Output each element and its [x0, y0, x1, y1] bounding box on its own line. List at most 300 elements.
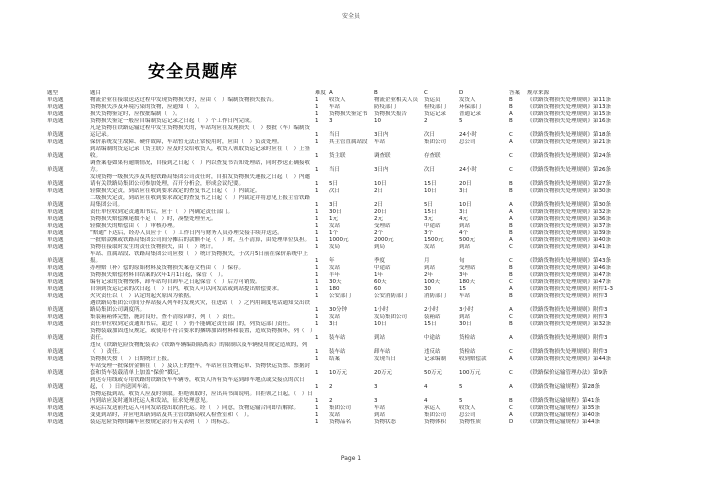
option-d-cell: 总公司	[459, 412, 476, 418]
option-c-cell: 集团公司	[424, 412, 447, 418]
regulation-source-cell: 《铁路货物损失处理规则》第37条	[527, 223, 611, 229]
question-text-cell: 变更到站时，并应电知新到站及其主管铁路局收入检查室和（ ）。	[90, 412, 253, 418]
page-title: 安全员题库	[148, 62, 238, 82]
answer-cell: A	[509, 111, 513, 117]
option-b-cell: 2元	[374, 216, 383, 222]
table-row	[47, 125, 700, 139]
difficulty-cell: 1	[315, 97, 319, 103]
difficulty-cell: 1	[315, 237, 319, 243]
option-b-cell: 货物状态	[374, 419, 397, 425]
option-b-cell: 季度	[374, 258, 386, 264]
question-type-cell: 单选题	[47, 244, 64, 250]
table-row	[47, 230, 700, 237]
answer-cell: A	[509, 286, 513, 292]
regulation-source-cell: 《铁路货物运输规程》第35条	[527, 405, 600, 411]
column-header-type: 题型	[47, 90, 59, 96]
option-b-cell: 受理站	[374, 223, 391, 229]
regulation-source-cell: 《铁路货物损失处理规则》第18条	[527, 132, 611, 138]
option-a-cell: 当日	[329, 132, 341, 138]
option-b-cell: 货物损失报告	[374, 111, 408, 117]
option-b-cell: 车站	[374, 405, 386, 411]
regulation-source-cell: 《铁路货物损失处理规则》第26条	[527, 167, 611, 173]
page-number: Page 1	[340, 455, 362, 462]
answer-cell: A	[509, 412, 513, 418]
difficulty-cell: 1	[315, 188, 319, 194]
question-text-cell: 轻微损失定责，到站应在收到要求裁定的查复书之日起（ ）内裁定。	[90, 188, 261, 194]
question-type-cell: 单选题	[47, 216, 64, 222]
question-text-cell: 办理赔（补）偿的原始材料及货物损失案卷文档由（ ）保存。	[90, 265, 245, 271]
regulation-source-cell: 《铁路货物损失处理规则》第30条	[527, 202, 611, 208]
table-row	[47, 111, 700, 118]
option-c-cell: 月	[424, 258, 430, 264]
option-b-cell: 1小时	[374, 307, 389, 313]
option-c-cell: 4	[424, 384, 428, 390]
option-b-cell: 到站	[374, 412, 386, 418]
option-c-cell: 承运人	[424, 405, 441, 411]
regulation-source-cell: 《铁路货物损失处理规则》第47条	[527, 279, 611, 285]
question-type-cell: 单选题	[47, 209, 64, 215]
question-text-cell: 遇铁路局集团公司间分界站接入列车时发现火灾，在进站（ ）之内用调度电话通知交出铁路局集团公司调度所。	[90, 300, 311, 313]
answer-cell: B	[509, 188, 513, 194]
regulation-source-cell: 《铁路货物损失处理规则》第46条	[527, 265, 611, 271]
difficulty-cell: 1	[315, 216, 319, 222]
question-type-cell: 单选题	[47, 167, 64, 173]
column-header-question: 题目	[90, 90, 102, 96]
table-row	[47, 412, 700, 419]
regulation-source-cell: 《铁路货物运输规程》第40条	[527, 412, 600, 418]
difficulty-cell: 1	[315, 181, 319, 187]
question-type-cell: 单选题	[47, 139, 64, 145]
option-c-cell: 30	[424, 286, 431, 292]
option-b-cell: 公安消防部门	[374, 293, 408, 299]
option-d-cell: 到站	[459, 244, 471, 250]
regulation-source-cell: 《铁路货物损失处理规则》第21条	[527, 139, 611, 145]
question-type-cell: 单选题	[47, 153, 64, 159]
question-type-cell: 单选题	[47, 181, 64, 187]
option-c-cell: 到站	[424, 265, 436, 271]
regulation-source-cell: 《铁路货物损失处理规则》附件3	[527, 349, 608, 355]
regulation-source-cell: 《铁路货物损失处理规则》附件3	[527, 293, 608, 299]
difficulty-cell: 1	[315, 405, 319, 411]
regulation-source-cell: 《铁路货物损失处理规则》第39条	[527, 230, 611, 236]
option-c-cell: 次日	[424, 167, 436, 173]
option-a-cell: 发局	[329, 244, 341, 250]
question-text-cell: 车站受理一批保价金额在（ ）及以上的整车，车站应在货物运单、货物快运货票、票据封套和货车装载清单上加盖“保价”戳记。	[90, 363, 311, 376]
answer-cell: C	[509, 314, 513, 320]
option-c-cell: 50万元	[424, 370, 442, 376]
column-header-b: B	[374, 90, 378, 96]
option-a-cell: 2	[329, 398, 333, 404]
option-a-cell: 1000元	[329, 237, 349, 243]
option-b-cell: 调查联	[374, 153, 391, 159]
answer-cell: C	[509, 153, 513, 159]
option-d-cell: 24小时	[459, 167, 477, 173]
regulation-source-cell: 《铁路货物损失处理规则》附件3	[527, 335, 608, 341]
option-d-cell: 受理站	[459, 265, 476, 271]
question-type-cell: 单选题	[47, 272, 64, 278]
option-c-cell: 货物体积	[424, 419, 447, 425]
difficulty-cell: 1	[315, 412, 319, 418]
option-b-cell: 60天	[374, 279, 387, 285]
answer-cell: B	[509, 223, 513, 229]
table-row	[47, 405, 700, 412]
question-text-cell: 车站、直属站段、铁路局集团公司应按（ ）统计货物损失，于次月5日前在保价系统中上报。	[90, 251, 309, 264]
question-text-cell: 集装箱箱体完整，施封良好，查不清原因时，列（ ）责任。	[90, 314, 239, 320]
option-c-cell: 2	[424, 118, 428, 124]
question-text-cell: 凡是货物在铁路运输过程中发生货物损失的，车站均应在发现损失（ ）按批（车）编制货运记录。	[90, 125, 311, 138]
table-row	[47, 97, 700, 104]
difficulty-cell: 1	[315, 370, 319, 376]
table-row	[47, 419, 700, 426]
difficulty-cell: 1	[315, 209, 319, 215]
question-type-cell: 单选题	[47, 321, 64, 327]
question-text-cell: 责任单位收到定责通知书后，超过（ ）仍不能确定责任部门的，列货运部门责任。	[90, 321, 294, 327]
option-b-cell: 2日	[374, 202, 383, 208]
option-d-cell: 到站	[459, 314, 471, 320]
option-a-cell: 结案	[329, 356, 341, 362]
table-row	[47, 174, 700, 188]
option-c-cell: 货运员	[424, 97, 441, 103]
option-d-cell: 旬	[459, 258, 465, 264]
question-text-cell: 货物损失鉴定一般应自编制货运记录之日起（ ）个工作日内完成。	[90, 118, 256, 124]
question-text-cell: 调查案卷如果有逾期情况，自接到之日起（ ）内以查复书告知处理站，同时抄送正确接收方。	[90, 160, 311, 173]
option-a-cell: 30日	[329, 209, 342, 215]
table-row	[47, 377, 700, 391]
option-d-cell: 收货人	[459, 405, 476, 411]
question-text-cell: 货物在接取时发生的责任货物损失，由（ ）统计。	[90, 244, 217, 250]
question-text-cell: 损失货物鉴定时，应按批编制（ ）。	[90, 111, 181, 117]
regulation-source-cell: 《铁路保价运输管理办法》第9条	[527, 370, 608, 376]
option-d-cell: 货检站	[459, 335, 476, 341]
question-text-cell: 轻微损失的赔偿由（ ）审核办理。	[90, 223, 179, 229]
regulation-source-cell: 《铁路货物损失处理规则》第43条	[527, 258, 611, 264]
option-d-cell: 4个	[459, 230, 468, 236]
option-a-cell: 发站	[329, 265, 341, 271]
question-type-cell: 单选题	[47, 356, 64, 362]
difficulty-cell: 1	[315, 356, 319, 362]
option-d-cell: 货检站	[459, 349, 476, 355]
difficulty-cell: 1	[315, 230, 319, 236]
question-text-cell: 货物装载加固违反规定，或使用不符合要求的捆绑加固材料和装置，造成货物损坏，列（ ）责任。	[90, 328, 313, 341]
table-row	[47, 216, 700, 223]
option-c-cell: 1500元	[424, 237, 444, 243]
option-c-cell: 集团公司	[424, 139, 447, 145]
regulation-source-cell: 《铁路货物运输规程》第28条	[527, 384, 600, 390]
answer-cell: C	[509, 405, 513, 411]
option-a-cell: 发站	[329, 412, 341, 418]
table-row	[47, 314, 700, 321]
question-type-cell: 单选题	[47, 405, 64, 411]
question-text-cell: 编有记录的货物残体，卸车站均自卸车之日起保管（ ）后方可销毁。	[90, 279, 261, 285]
answer-cell: A	[509, 384, 513, 390]
table-row	[47, 279, 700, 286]
question-text-cell: 承运后发送前托运人可向发站提出取消托运。经（ ）同意，货物运输合同即告解除。	[90, 405, 300, 411]
difficulty-cell: 1	[315, 104, 319, 110]
difficulty-cell: 1	[315, 398, 319, 404]
table-header-row	[47, 90, 700, 97]
option-c-cell: 记录编制	[424, 356, 447, 362]
option-c-cell: 15日	[424, 209, 437, 215]
document-header-text: 安全员	[341, 13, 360, 20]
difficulty-cell: 1	[315, 419, 319, 425]
option-c-cell: 发站	[424, 244, 436, 250]
question-text-cell: 货物损失赔偿材料自结案的次年1月1日起，保管（ ）。	[90, 272, 227, 278]
option-b-cell: 10日	[374, 181, 387, 187]
option-d-cell: 3日	[459, 209, 468, 215]
option-d-cell: 收到赔偿款	[459, 356, 487, 362]
answer-cell: A	[509, 202, 513, 208]
regulation-source-cell: 《铁路货物损失处理规则》附件1-3	[527, 286, 613, 292]
table-row	[47, 356, 700, 363]
column-header-source: 规章来源	[527, 90, 550, 96]
table-row	[47, 321, 700, 328]
option-d-cell: 发货人	[459, 97, 476, 103]
option-a-cell: 发站	[329, 314, 341, 320]
option-a-cell: 半年	[329, 272, 341, 278]
option-d-cell: 180天	[459, 279, 475, 285]
difficulty-cell: 1	[315, 314, 319, 320]
option-a-cell: 2	[329, 384, 333, 390]
option-d-cell: 4元	[459, 216, 468, 222]
table-row	[47, 265, 700, 272]
option-b-cell: 10日	[374, 321, 387, 327]
option-c-cell: 货运记录	[424, 111, 447, 117]
option-c-cell: 消防部门	[424, 293, 447, 299]
question-type-cell: 单选题	[47, 104, 64, 110]
answer-cell: A	[509, 335, 513, 341]
question-type-cell: 单选题	[47, 293, 64, 299]
option-a-cell: 1个	[329, 230, 338, 236]
question-type-cell: 单选题	[47, 237, 64, 243]
question-type-cell: 单选题	[47, 419, 64, 425]
question-bank-table	[47, 90, 700, 426]
option-c-cell: 中途站	[424, 335, 441, 341]
option-d-cell: 20日	[459, 181, 472, 187]
answer-cell: B	[509, 230, 513, 236]
option-d-cell	[459, 146, 509, 160]
option-c-cell: 违反站	[424, 349, 441, 355]
question-text-cell: 自领到货运记录的次日起（ ）日内，收货人可以向发站或到站提出赔偿要求。	[90, 286, 283, 292]
option-d-cell: 5	[459, 384, 463, 390]
option-b-cell: 车站	[374, 139, 386, 145]
option-a-cell: 180	[329, 286, 340, 292]
question-type-cell: 单选题	[47, 118, 64, 124]
option-a-cell: 收货人	[329, 97, 346, 103]
question-text-cell: “赔通”下达后，经办人员应于（ ）工作日内与财务人员办理交接手续并送达。	[90, 230, 283, 236]
option-d-cell: 普通记录	[459, 111, 482, 117]
question-type-cell: 单选题	[47, 202, 64, 208]
option-b-cell: 3日内	[374, 132, 389, 138]
difficulty-cell: 1	[315, 286, 319, 292]
difficulty-cell: 1	[315, 167, 319, 173]
option-a-cell: 3	[329, 118, 333, 124]
option-a-cell: 10万元	[329, 370, 347, 376]
answer-cell: B	[509, 321, 513, 327]
option-b-cell: 20日	[374, 209, 387, 215]
option-a-cell: 发站	[329, 223, 341, 229]
question-type-cell: 单选题	[47, 335, 64, 341]
column-header-d: D	[459, 90, 464, 96]
option-a-cell: 年	[329, 258, 335, 264]
difficulty-cell: 1	[315, 265, 319, 271]
option-c-cell: 检疫部门	[424, 104, 447, 110]
difficulty-cell: 1	[315, 132, 319, 138]
option-d-cell: 总公司	[459, 139, 476, 145]
option-c-cell: 5日	[424, 202, 433, 208]
answer-cell: C	[509, 258, 513, 264]
option-a-cell: 3日	[329, 321, 338, 327]
option-a-cell: 集团公司	[329, 405, 352, 411]
option-a-cell: 30天	[329, 279, 342, 285]
option-d-cell: 3小时	[459, 307, 474, 313]
question-text-cell: 装运危险货物的罐车应按规定涂打有关表明（ ）的标志。	[90, 419, 234, 425]
difficulty-cell: 1	[315, 118, 319, 124]
question-text-cell: 货物运抵到站，收货人应及时领取。拒绝领取时，应出具书面说明。自拒领之日起，（ ）日内到站应及时通知托运人和发站，征求处理意见。	[90, 391, 313, 404]
table-row	[47, 237, 700, 244]
question-type-cell: 单选题	[47, 132, 64, 138]
question-text-cell: 发现货物一级损失涉及其他铁路局集团公司责任时，自拍发货物损失速报之日起（ ）内邀请有关铁路局集团公司参加处理，召开分析会，形成会议纪要。	[90, 174, 311, 187]
question-text-cell: 违反《铁路危险货物配装表》《铁路车辆编组隔离表》的限制以及车辆使用规定造成的，列（ ）责任。	[90, 342, 308, 355]
question-text-cell: 到达专用线或专用铁路的铁路货车车辆等，收货人所有货车运到卸车地点或交接点的次日起，（ ）日内送回车站。	[90, 377, 305, 390]
answer-cell: B	[509, 293, 513, 299]
option-a-cell: 5日	[329, 181, 338, 187]
table-header	[47, 90, 700, 97]
question-text-cell: 火灾责任以（ ）认定的起火原因为依据。	[90, 293, 195, 299]
answer-cell: A	[509, 209, 513, 215]
option-b-cell: 到站	[374, 335, 386, 341]
difficulty-cell: 1	[315, 202, 319, 208]
regulation-source-cell: 《铁路货物损失处理规则》第41条	[527, 244, 611, 250]
table-row	[47, 195, 700, 209]
regulation-source-cell: 《铁路货物损失处理规则》第32条	[527, 209, 611, 215]
option-b-cell: 到局	[374, 244, 386, 250]
option-c-cell: 10日	[424, 188, 437, 194]
regulation-source-cell: 《铁路货物损失处理规则》第27条	[527, 181, 611, 187]
option-b-cell: 中途站	[374, 265, 391, 271]
option-c-cell: 存查联	[424, 153, 441, 159]
difficulty-cell: 1	[315, 272, 319, 278]
difficulty-cell: 1	[315, 244, 319, 250]
column-header-a: A	[329, 90, 333, 96]
answer-cell: B	[509, 265, 513, 271]
option-b-cell: 60	[374, 286, 381, 292]
option-d-cell: 3日	[459, 188, 468, 194]
answer-cell: B	[509, 272, 513, 278]
column-header-answer: 答案	[509, 90, 521, 96]
table-row	[47, 272, 700, 279]
option-c-cell: 装箱站	[424, 314, 441, 320]
table-row	[47, 391, 700, 405]
option-d-cell: 3年	[459, 272, 468, 278]
option-d-cell: 15	[459, 286, 466, 292]
answer-cell: B	[509, 118, 513, 124]
option-a-cell: 车站	[329, 104, 341, 110]
option-a-cell: 货主联	[329, 153, 346, 159]
option-d-cell: 500元	[459, 237, 475, 243]
answer-cell: C	[509, 167, 513, 173]
option-a-cell: 货物品名	[329, 419, 352, 425]
question-type-cell: 单选题	[47, 349, 64, 355]
table-row	[47, 160, 700, 174]
difficulty-cell: 1	[315, 111, 319, 117]
table-row	[47, 286, 700, 293]
question-type-cell: 单选题	[47, 314, 64, 320]
question-type-cell: 单选题	[47, 279, 64, 285]
option-a-cell: 装车站	[329, 335, 346, 341]
option-b-cell: 2000元	[374, 237, 394, 243]
table-row	[47, 209, 700, 216]
option-a-cell: 3日	[329, 202, 338, 208]
regulation-source-cell: 《铁路货物运输规程》第41条	[527, 398, 600, 404]
regulation-source-cell: 《铁路货物损失处理规则》第13条	[527, 104, 611, 110]
option-b-cell: 1年	[374, 272, 383, 278]
question-type-cell: 单选题	[47, 370, 64, 376]
difficulty-cell: 1	[315, 153, 319, 159]
answer-cell: C	[509, 349, 513, 355]
table-row	[47, 139, 700, 146]
option-d-cell: 30日	[459, 321, 472, 327]
table-row	[47, 342, 700, 356]
difficulty-cell: 1	[315, 335, 319, 341]
answer-cell: C	[509, 370, 513, 376]
option-a-cell: 次日	[329, 188, 341, 194]
question-type-cell: 单选题	[47, 111, 64, 117]
question-type-cell: 单选题	[47, 398, 64, 404]
option-a-cell: 1元	[329, 216, 338, 222]
option-a-cell: 公安部门	[329, 293, 352, 299]
option-b-cell: 物流企业相关人员	[374, 97, 419, 103]
question-text-cell: 责任单位收到定责通知书后，应于（ ）内确定责任部门。	[90, 209, 234, 215]
question-type-cell: 单选题	[47, 97, 64, 103]
question-text-cell: 货物损失按（ ）日期统计上报。	[90, 356, 173, 362]
table-row	[47, 244, 700, 251]
option-a-cell: 其主管直属站段	[329, 139, 368, 145]
question-type-cell: 单选题	[47, 223, 64, 229]
option-d-cell: 5	[459, 398, 463, 404]
table-row	[47, 223, 700, 230]
option-a-cell: 货物损失鉴定书	[329, 111, 368, 117]
option-a-cell: 30分钟	[329, 307, 347, 313]
table-row	[47, 104, 700, 111]
regulation-source-cell: 《铁路货物损失处理规则》第30条	[527, 188, 611, 194]
option-d-cell: 24小时	[459, 132, 477, 138]
regulation-source-cell: 《铁路货物损失处理规则》附件3	[527, 307, 608, 313]
regulation-source-cell: 《铁路货物损失处理规则》第24条	[527, 153, 611, 159]
option-c-cell: 中途站	[424, 223, 441, 229]
option-d-cell: 到站	[459, 223, 471, 229]
difficulty-cell: 1	[315, 293, 319, 299]
regulation-source-cell: 《铁路货物损失处理规则》第32条	[527, 321, 611, 327]
question-type-cell: 单选题	[47, 412, 64, 418]
option-d-cell: 10日	[459, 202, 472, 208]
option-b-cell: 3日内	[374, 167, 389, 173]
regulation-source-cell: 《铁路货物损失处理规则》第11条	[527, 97, 611, 103]
question-text-cell: 到站编制的货运记录（货主联）应及时交给收货人，收货人领取货运记录时应在（ ）上签收。	[90, 146, 311, 159]
regulation-source-cell: 《铁路货物损失处理规则》第36条	[527, 216, 611, 222]
answer-cell: B	[509, 104, 513, 110]
regulation-source-cell: 《铁路货物损失处理规则》第47条	[527, 272, 611, 278]
question-type-cell: 单选题	[47, 230, 64, 236]
difficulty-cell: 1	[315, 223, 319, 229]
table-row	[47, 118, 700, 125]
question-type-cell: 单选题	[47, 286, 64, 292]
option-b-cell: 发现当日	[374, 356, 397, 362]
option-c-cell: 2小时	[424, 307, 439, 313]
difficulty-cell: 1	[315, 279, 319, 285]
question-text-cell: 二级损失定责，到站应在收到要求裁定的查复书之日起（ ）内裁定并将意见上报主管铁路局集团公司。	[90, 195, 311, 208]
answer-cell: B	[509, 97, 513, 103]
question-type-cell: 单选题	[47, 384, 64, 390]
